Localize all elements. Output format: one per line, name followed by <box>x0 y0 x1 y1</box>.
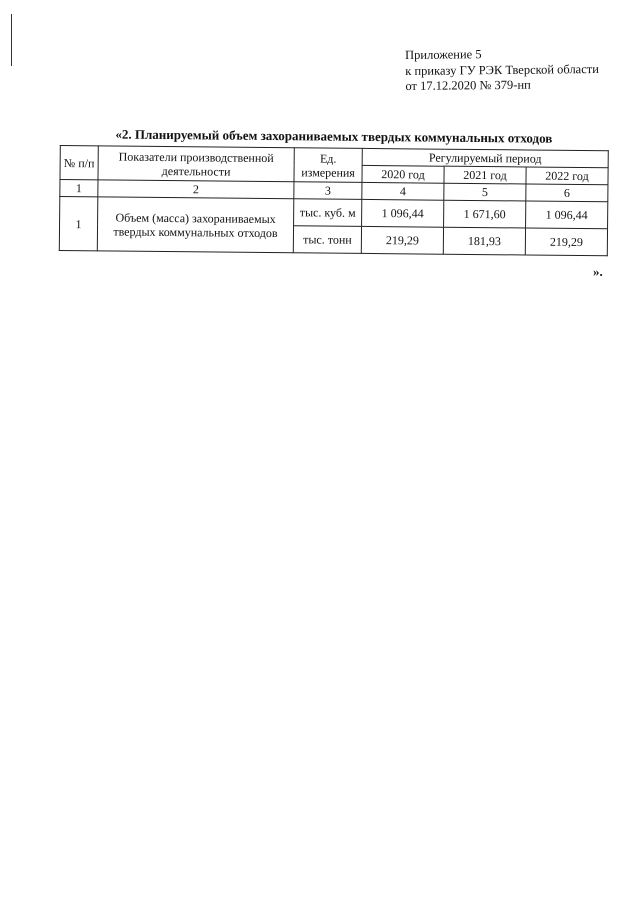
closing-quote: ». <box>593 264 603 279</box>
waste-volume-table <box>59 145 609 256</box>
header-num: № п/п <box>60 146 98 180</box>
row-value: 219,29 <box>361 226 443 254</box>
header-year-2021: 2021 год <box>444 166 526 184</box>
appendix-line-3: от 17.12.2020 № 379-нп <box>405 77 531 93</box>
row-value: 1 096,44 <box>526 201 608 229</box>
appendix-line-1: Приложение 5 <box>405 47 482 62</box>
header-unit: Ед. измерения <box>294 148 362 183</box>
header-indicator: Показатели производственной деятельности <box>98 146 294 182</box>
margin-line <box>11 14 12 66</box>
appendix-line-2: к приказу ГУ РЭК Тверской области <box>405 61 599 78</box>
appendix-note <box>405 46 599 95</box>
header-row-1 <box>60 146 608 168</box>
col-number: 1 <box>60 180 98 197</box>
row-value: 181,93 <box>443 227 525 255</box>
row-unit: тыс. куб. м <box>294 199 362 227</box>
header-year-2020: 2020 год <box>362 165 444 183</box>
col-number: 2 <box>98 180 294 199</box>
header-period: Регулируемый период <box>362 148 608 167</box>
row-num: 1 <box>59 197 98 251</box>
col-number: 4 <box>362 182 444 200</box>
col-number: 6 <box>526 184 608 202</box>
row-value: 1 096,44 <box>362 199 444 227</box>
col-number: 5 <box>444 183 526 201</box>
table-section <box>59 126 608 256</box>
header-year-2022: 2022 год <box>526 167 608 185</box>
table-title: «2. Планируемый объем захораниваемых твердых коммунальных отходов <box>115 126 553 146</box>
row-value: 1 671,60 <box>444 200 526 228</box>
col-number: 3 <box>294 182 362 200</box>
row-unit: тыс. тонн <box>293 226 361 254</box>
row-value: 219,29 <box>525 228 607 256</box>
table-row <box>60 197 608 229</box>
row-indicator: Объем (масса) захораниваемых твердых коммунальных отходов <box>97 197 294 253</box>
